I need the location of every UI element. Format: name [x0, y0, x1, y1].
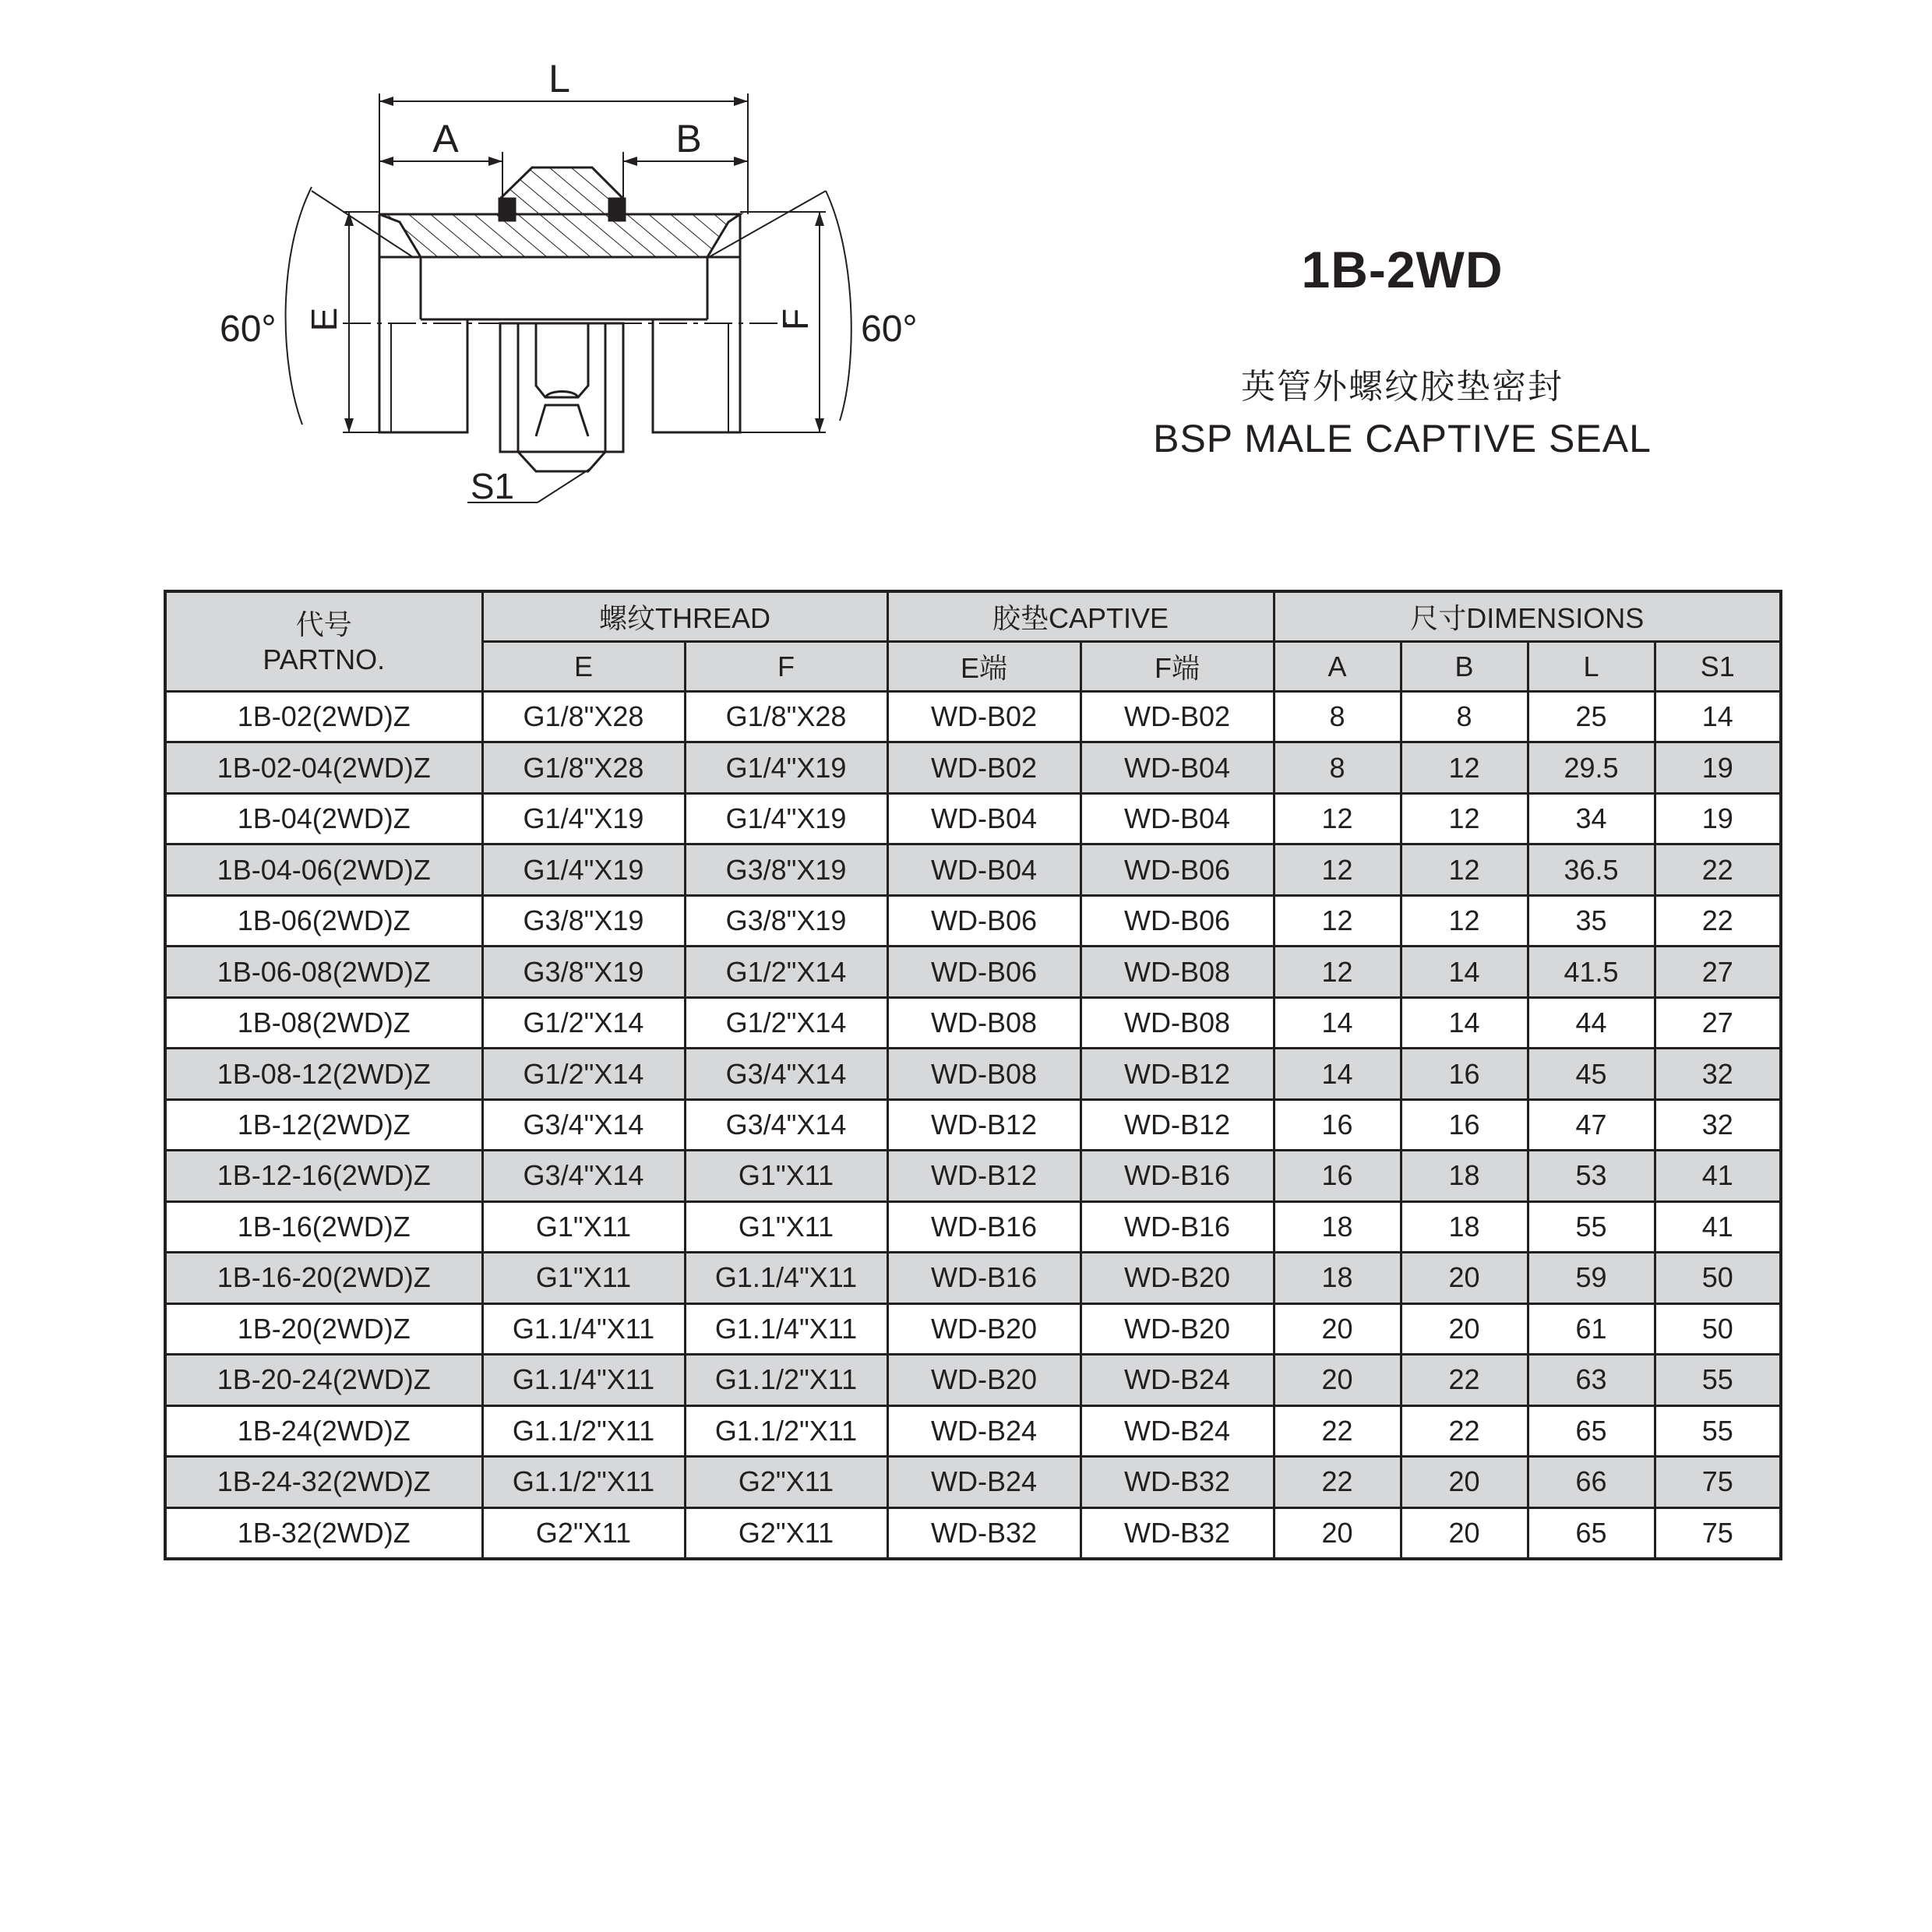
cell-dim-l: 29.5 — [1528, 742, 1655, 793]
cell-thread-e: G1/8"X28 — [482, 692, 685, 742]
cell-partno: 1B-32(2WD)Z — [165, 1507, 482, 1559]
cell-dim-b: 18 — [1401, 1201, 1528, 1252]
cell-dim-l: 36.5 — [1528, 844, 1655, 895]
cell-dim-a: 8 — [1274, 742, 1401, 793]
cell-thread-e: G3/8"X19 — [482, 895, 685, 946]
table-row — [165, 997, 1781, 1048]
cell-thread-f: G1/8"X28 — [685, 692, 887, 742]
dim-label-S1: S1 — [470, 466, 515, 506]
cell-thread-e: G1/4"X19 — [482, 793, 685, 844]
spec-table — [164, 590, 1782, 1560]
angle-label-left: 60° — [220, 308, 277, 350]
cell-captive-f: WD-B06 — [1081, 895, 1274, 946]
table-row — [165, 793, 1781, 844]
cell-dim-s1: 19 — [1655, 793, 1781, 844]
table-row — [165, 1405, 1781, 1456]
cell-dim-s1: 22 — [1655, 895, 1781, 946]
table-row — [165, 1049, 1781, 1099]
cell-captive-e: WD-B12 — [887, 1151, 1081, 1201]
header-f-end: F端 — [1081, 642, 1274, 692]
cell-dim-s1: 41 — [1655, 1201, 1781, 1252]
cell-dim-s1: 14 — [1655, 692, 1781, 742]
cell-dim-s1: 50 — [1655, 1253, 1781, 1303]
header-a: A — [1274, 642, 1401, 692]
cell-captive-f: WD-B04 — [1081, 793, 1274, 844]
cell-dim-s1: 55 — [1655, 1355, 1781, 1405]
cell-dim-s1: 32 — [1655, 1099, 1781, 1150]
product-name-cn: 英管外螺纹胶垫密封 — [1241, 367, 1564, 407]
cell-dim-b: 12 — [1401, 742, 1528, 793]
table-row — [165, 844, 1781, 895]
cell-dim-b: 20 — [1401, 1457, 1528, 1507]
cell-dim-a: 22 — [1274, 1457, 1401, 1507]
cell-dim-s1: 50 — [1655, 1303, 1781, 1354]
cell-partno: 1B-20-24(2WD)Z — [165, 1355, 482, 1405]
cell-thread-e: G1"X11 — [482, 1253, 685, 1303]
cell-partno: 1B-16(2WD)Z — [165, 1201, 482, 1252]
cell-partno: 1B-02(2WD)Z — [165, 692, 482, 742]
cell-dim-b: 20 — [1401, 1303, 1528, 1354]
cell-thread-e: G1.1/4"X11 — [482, 1303, 685, 1354]
cell-dim-a: 12 — [1274, 793, 1401, 844]
cell-captive-e: WD-B08 — [887, 1049, 1081, 1099]
cell-thread-e: G1"X11 — [482, 1201, 685, 1252]
dim-label-F: F — [775, 308, 816, 331]
cell-dim-s1: 27 — [1655, 997, 1781, 1048]
cell-thread-f: G2"X11 — [685, 1507, 887, 1559]
cell-partno: 1B-06(2WD)Z — [165, 895, 482, 946]
cell-dim-s1: 75 — [1655, 1457, 1781, 1507]
cell-dim-l: 66 — [1528, 1457, 1655, 1507]
cell-dim-b: 8 — [1401, 692, 1528, 742]
cell-dim-b: 20 — [1401, 1253, 1528, 1303]
cell-captive-f: WD-B24 — [1081, 1355, 1274, 1405]
cell-captive-f: WD-B04 — [1081, 742, 1274, 793]
cell-captive-e: WD-B20 — [887, 1303, 1081, 1354]
dim-label-L: L — [548, 57, 570, 100]
cell-thread-f: G1.1/4"X11 — [685, 1253, 887, 1303]
table-row — [165, 692, 1781, 742]
cell-dim-l: 55 — [1528, 1201, 1655, 1252]
header-partno — [165, 591, 482, 692]
cell-captive-e: WD-B02 — [887, 742, 1081, 793]
cell-thread-f: G2"X11 — [685, 1457, 887, 1507]
hatched-section — [379, 214, 740, 257]
cell-dim-l: 47 — [1528, 1099, 1655, 1150]
cell-captive-e: WD-B08 — [887, 997, 1081, 1048]
cell-thread-e: G3/4"X14 — [482, 1151, 685, 1201]
cell-thread-f: G1.1/2"X11 — [685, 1355, 887, 1405]
cell-captive-f: WD-B08 — [1081, 947, 1274, 997]
cell-dim-b: 12 — [1401, 793, 1528, 844]
cell-dim-a: 14 — [1274, 1049, 1401, 1099]
table-row — [165, 947, 1781, 997]
cell-thread-e: G3/4"X14 — [482, 1099, 685, 1150]
cell-dim-l: 41.5 — [1528, 947, 1655, 997]
cell-dim-l: 65 — [1528, 1507, 1655, 1559]
cell-dim-a: 18 — [1274, 1253, 1401, 1303]
seal-right — [609, 199, 625, 220]
cell-partno: 1B-24-32(2WD)Z — [165, 1457, 482, 1507]
cell-dim-a: 12 — [1274, 947, 1401, 997]
cell-partno: 1B-16-20(2WD)Z — [165, 1253, 482, 1303]
cell-dim-b: 20 — [1401, 1507, 1528, 1559]
table-row — [165, 1303, 1781, 1354]
cell-captive-e: WD-B04 — [887, 793, 1081, 844]
cell-thread-e: G2"X11 — [482, 1507, 685, 1559]
cell-dim-l: 25 — [1528, 692, 1655, 742]
dim-label-B: B — [675, 117, 702, 160]
header-thread: 螺纹THREAD — [482, 591, 887, 642]
cell-partno: 1B-06-08(2WD)Z — [165, 947, 482, 997]
cell-dim-a: 18 — [1274, 1201, 1401, 1252]
cell-thread-f: G1.1/4"X11 — [685, 1303, 887, 1354]
cell-captive-f: WD-B12 — [1081, 1049, 1274, 1099]
cell-partno: 1B-08-12(2WD)Z — [165, 1049, 482, 1099]
header-dimensions: 尺寸DIMENSIONS — [1274, 591, 1781, 642]
cell-dim-a: 14 — [1274, 997, 1401, 1048]
table-row — [165, 1253, 1781, 1303]
cell-captive-e: WD-B32 — [887, 1507, 1081, 1559]
cell-partno: 1B-12(2WD)Z — [165, 1099, 482, 1150]
cell-thread-f: G3/4"X14 — [685, 1099, 887, 1150]
cell-captive-e: WD-B24 — [887, 1405, 1081, 1456]
cell-captive-e: WD-B16 — [887, 1253, 1081, 1303]
cell-partno: 1B-12-16(2WD)Z — [165, 1151, 482, 1201]
cell-thread-f: G3/8"X19 — [685, 844, 887, 895]
cell-dim-l: 63 — [1528, 1355, 1655, 1405]
cell-dim-a: 20 — [1274, 1507, 1401, 1559]
cell-dim-s1: 55 — [1655, 1405, 1781, 1456]
cell-dim-l: 44 — [1528, 997, 1655, 1048]
cell-dim-b: 18 — [1401, 1151, 1528, 1201]
header-partno-en: PARTNO. — [263, 643, 386, 675]
product-name-en: BSP MALE CAPTIVE SEAL — [1153, 417, 1652, 460]
cell-dim-s1: 32 — [1655, 1049, 1781, 1099]
cell-partno: 1B-04-06(2WD)Z — [165, 844, 482, 895]
table-row — [165, 1201, 1781, 1252]
cell-captive-e: WD-B16 — [887, 1201, 1081, 1252]
table-row — [165, 1457, 1781, 1507]
cell-partno: 1B-02-04(2WD)Z — [165, 742, 482, 793]
table-body — [165, 692, 1781, 1560]
header-s1: S1 — [1655, 642, 1781, 692]
cell-dim-b: 14 — [1401, 997, 1528, 1048]
cell-dim-b: 14 — [1401, 947, 1528, 997]
cell-dim-b: 16 — [1401, 1099, 1528, 1150]
seal-left — [499, 199, 515, 220]
cell-captive-f: WD-B16 — [1081, 1151, 1274, 1201]
cell-captive-f: WD-B08 — [1081, 997, 1274, 1048]
cell-captive-e: WD-B06 — [887, 895, 1081, 946]
cell-dim-b: 12 — [1401, 844, 1528, 895]
cell-captive-f: WD-B24 — [1081, 1405, 1274, 1456]
cell-dim-b: 16 — [1401, 1049, 1528, 1099]
cell-dim-l: 53 — [1528, 1151, 1655, 1201]
angle-label-right: 60° — [861, 308, 918, 350]
cell-thread-f: G1/2"X14 — [685, 997, 887, 1048]
cell-dim-a: 12 — [1274, 844, 1401, 895]
cell-thread-e: G1/8"X28 — [482, 742, 685, 793]
cell-captive-f: WD-B20 — [1081, 1303, 1274, 1354]
cell-captive-f: WD-B02 — [1081, 692, 1274, 742]
cell-thread-e: G1.1/2"X11 — [482, 1405, 685, 1456]
cell-dim-l: 61 — [1528, 1303, 1655, 1354]
cell-captive-f: WD-B12 — [1081, 1099, 1274, 1150]
cell-dim-s1: 27 — [1655, 947, 1781, 997]
cell-thread-f: G1"X11 — [685, 1201, 887, 1252]
table-row — [165, 895, 1781, 946]
cell-captive-e: WD-B04 — [887, 844, 1081, 895]
cell-thread-e: G1/2"X14 — [482, 997, 685, 1048]
cell-partno: 1B-08(2WD)Z — [165, 997, 482, 1048]
header-captive: 胶垫CAPTIVE — [887, 591, 1274, 642]
header-l: L — [1528, 642, 1655, 692]
cell-partno: 1B-04(2WD)Z — [165, 793, 482, 844]
cell-thread-f: G1"X11 — [685, 1151, 887, 1201]
cell-dim-b: 22 — [1401, 1355, 1528, 1405]
cell-captive-e: WD-B02 — [887, 692, 1081, 742]
cell-thread-f: G1.1/2"X11 — [685, 1405, 887, 1456]
cell-dim-l: 65 — [1528, 1405, 1655, 1456]
dim-label-E: E — [304, 307, 344, 332]
cell-dim-a: 16 — [1274, 1099, 1401, 1150]
cell-captive-e: WD-B24 — [887, 1457, 1081, 1507]
header-f: F — [685, 642, 887, 692]
cell-dim-a: 12 — [1274, 895, 1401, 946]
table-row — [165, 742, 1781, 793]
cell-captive-f: WD-B32 — [1081, 1507, 1274, 1559]
cell-captive-e: WD-B20 — [887, 1355, 1081, 1405]
table-row — [165, 1355, 1781, 1405]
cell-dim-s1: 75 — [1655, 1507, 1781, 1559]
cell-dim-a: 20 — [1274, 1355, 1401, 1405]
cell-captive-e: WD-B12 — [887, 1099, 1081, 1150]
cell-dim-s1: 22 — [1655, 844, 1781, 895]
cell-thread-e: G1/2"X14 — [482, 1049, 685, 1099]
table-row — [165, 1099, 1781, 1150]
cell-captive-f: WD-B32 — [1081, 1457, 1274, 1507]
cell-thread-f: G3/8"X19 — [685, 895, 887, 946]
cell-dim-s1: 19 — [1655, 742, 1781, 793]
header-partno-cn: 代号 — [295, 608, 352, 640]
cell-thread-f: G1/4"X19 — [685, 793, 887, 844]
cell-dim-a: 22 — [1274, 1405, 1401, 1456]
cell-captive-f: WD-B20 — [1081, 1253, 1274, 1303]
header-e: E — [482, 642, 685, 692]
cell-partno: 1B-24(2WD)Z — [165, 1405, 482, 1456]
cell-thread-f: G1/2"X14 — [685, 947, 887, 997]
cell-thread-f: G3/4"X14 — [685, 1049, 887, 1099]
cell-dim-s1: 41 — [1655, 1151, 1781, 1201]
table-row — [165, 1151, 1781, 1201]
cell-partno: 1B-20(2WD)Z — [165, 1303, 482, 1354]
cell-captive-f: WD-B16 — [1081, 1201, 1274, 1252]
cell-dim-l: 34 — [1528, 793, 1655, 844]
dim-label-A: A — [432, 117, 459, 160]
cell-dim-b: 22 — [1401, 1405, 1528, 1456]
title-block — [1122, 234, 1683, 461]
header-e-end: E端 — [887, 642, 1081, 692]
cell-thread-e: G3/8"X19 — [482, 947, 685, 997]
cell-captive-e: WD-B06 — [887, 947, 1081, 997]
cell-thread-e: G1.1/4"X11 — [482, 1355, 685, 1405]
cell-dim-l: 45 — [1528, 1049, 1655, 1099]
cell-dim-a: 16 — [1274, 1151, 1401, 1201]
cell-captive-f: WD-B06 — [1081, 844, 1274, 895]
cell-thread-e: G1/4"X19 — [482, 844, 685, 895]
cell-thread-e: G1.1/2"X11 — [482, 1457, 685, 1507]
cell-dim-b: 12 — [1401, 895, 1528, 946]
cell-dim-a: 8 — [1274, 692, 1401, 742]
header-b: B — [1401, 642, 1528, 692]
fitting-drawing — [0, 0, 974, 545]
product-code: 1B-2WD — [1301, 241, 1504, 298]
cell-thread-f: G1/4"X19 — [685, 742, 887, 793]
cell-dim-a: 20 — [1274, 1303, 1401, 1354]
cell-dim-l: 59 — [1528, 1253, 1655, 1303]
cell-dim-l: 35 — [1528, 895, 1655, 946]
table-row — [165, 1507, 1781, 1559]
